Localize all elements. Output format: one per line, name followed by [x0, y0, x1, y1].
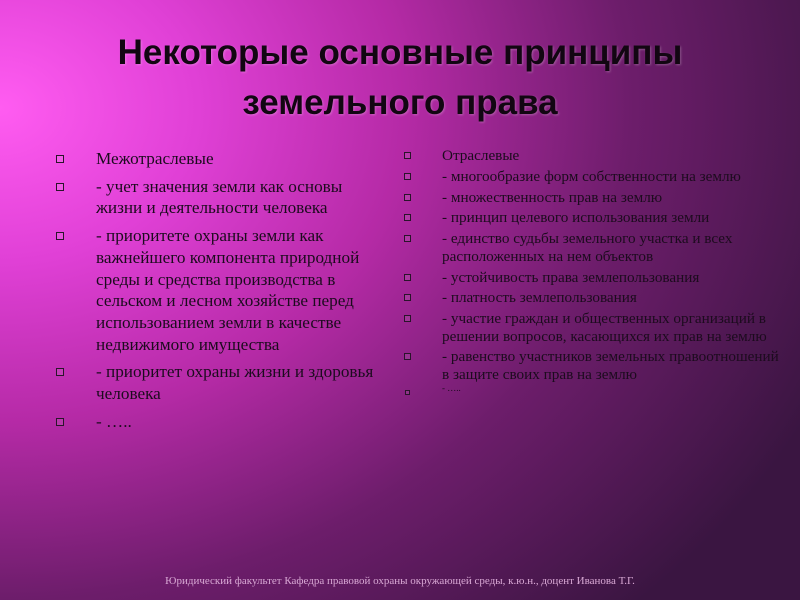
- list-item: [404, 310, 784, 345]
- slide-title: [40, 28, 760, 128]
- list-item-text: - платность землепользования: [442, 289, 637, 307]
- list-item: [56, 148, 386, 170]
- slide-footer: Юридический факультет Кафедра правовой охраны окружающей среды, к.ю.н., доцент Иванова Т.Г.: [165, 575, 635, 587]
- square-bullet-icon: [56, 232, 64, 240]
- list-item-text: - приоритет охраны жизни и здоровья человека: [96, 362, 374, 404]
- list-item-text: - многообразие форм собственности на землю: [442, 167, 741, 185]
- square-bullet-icon: [404, 152, 411, 159]
- square-bullet-icon: [404, 353, 411, 360]
- list-item: [404, 230, 784, 265]
- square-bullet-icon: [56, 183, 64, 191]
- square-bullet-icon: [56, 155, 64, 163]
- square-bullet-icon: [405, 390, 410, 395]
- list-item-text: - устойчивость права землепользования: [442, 268, 700, 286]
- right-column-list: [404, 147, 784, 396]
- square-bullet-icon: [404, 214, 411, 221]
- list-item-text: - множественность прав на землю: [442, 188, 663, 206]
- list-item-text: - приоритете охраны земли как важнейшего компонента природной среды и средства производства в сельском и лесном хозяйстве перед использованием земли в качестве недвижимого имущества: [96, 226, 360, 354]
- slide-title-line-2: земельного права: [242, 83, 558, 122]
- left-column-list: [56, 148, 386, 438]
- list-item-text: - единство судьбы земельного участка и всех расположенных на нем объектов: [442, 230, 733, 265]
- square-bullet-icon: [404, 294, 411, 301]
- list-item-text: - …..: [442, 386, 461, 393]
- list-item: [404, 209, 784, 227]
- list-item: [404, 387, 784, 396]
- square-bullet-icon: [404, 194, 411, 201]
- list-item: [404, 189, 784, 207]
- list-item-text: - равенство участников земельных правоотношений в защите своих прав на землю: [442, 348, 779, 384]
- list-item-text: - …..: [96, 411, 132, 431]
- square-bullet-icon: [404, 274, 411, 281]
- list-item: [404, 289, 784, 307]
- list-item: [56, 411, 386, 433]
- square-bullet-icon: [404, 173, 411, 180]
- list-item: [56, 225, 386, 355]
- list-item: [56, 361, 386, 404]
- list-item: [404, 168, 784, 186]
- list-item-text: Отраслевые: [442, 147, 520, 164]
- list-item-text: - участие граждан и общественных организаций в решении вопросов, касающихся их прав на землю: [442, 310, 767, 345]
- list-item: [56, 176, 386, 219]
- list-item: [404, 269, 784, 287]
- list-item: [404, 348, 784, 383]
- list-item-text: - учет значения земли как основы жизни и деятельности человека: [96, 176, 343, 218]
- square-bullet-icon: [56, 418, 64, 426]
- square-bullet-icon: [56, 368, 64, 376]
- slide-title-line-1: Некоторые основные принципы: [117, 33, 683, 72]
- square-bullet-icon: [404, 235, 411, 242]
- square-bullet-icon: [404, 315, 411, 322]
- list-item-text: Межотраслевые: [96, 149, 214, 168]
- list-item: [404, 147, 784, 165]
- list-item-text: - принцип целевого использования земли: [442, 209, 710, 227]
